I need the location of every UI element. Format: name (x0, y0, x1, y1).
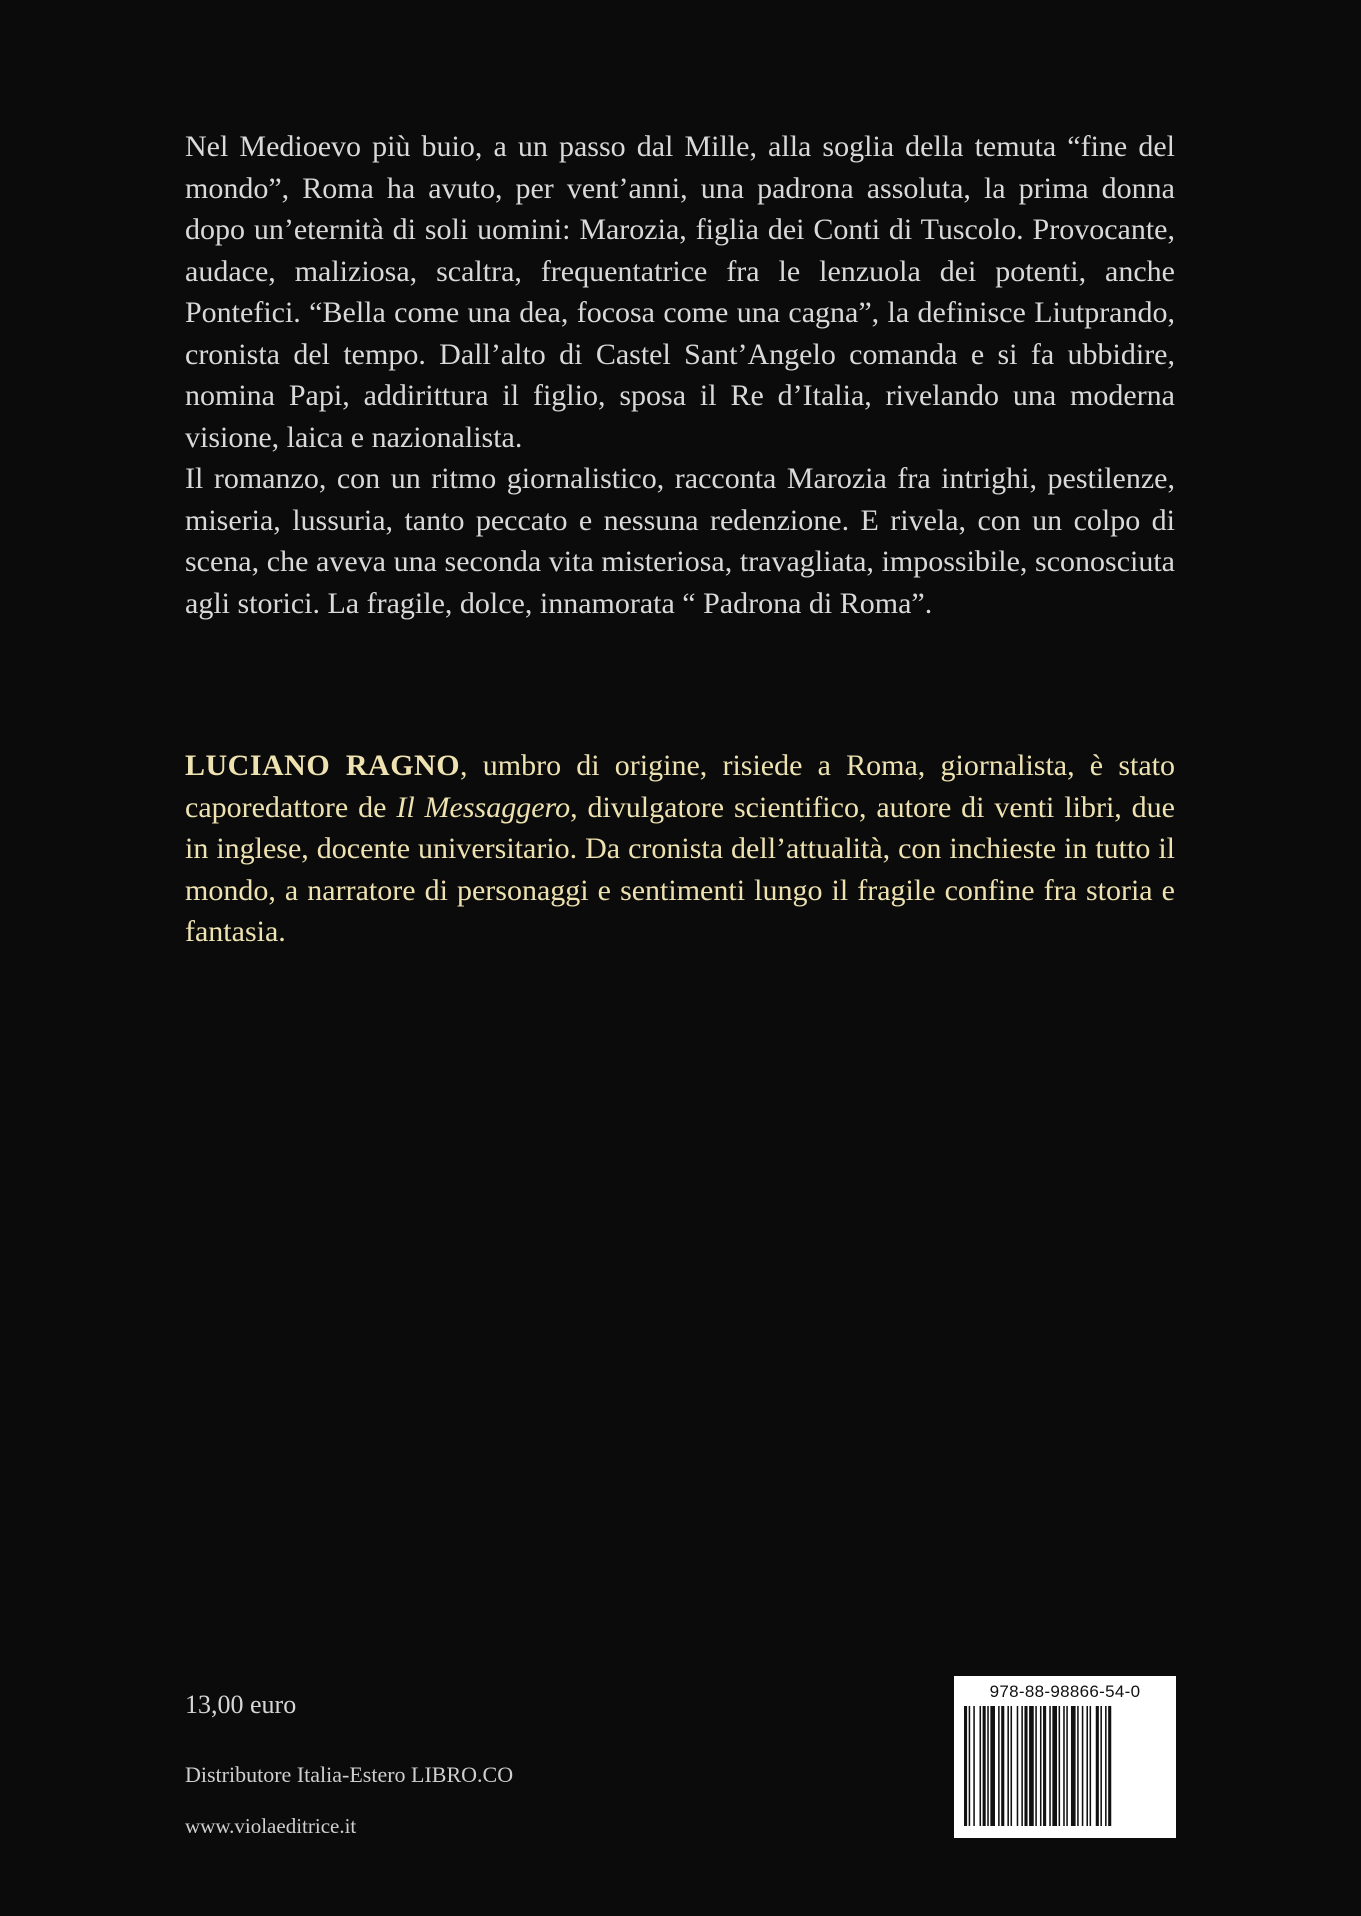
barcode-bar (1082, 1706, 1084, 1826)
barcode-bar (1071, 1706, 1076, 1826)
barcode-bar (980, 1706, 982, 1826)
barcode-bar (1108, 1706, 1111, 1826)
barcode-bar (1017, 1706, 1019, 1826)
barcode-bar (1100, 1706, 1102, 1826)
isbn-barcode (954, 1676, 1176, 1838)
barcode-bar (1063, 1706, 1065, 1826)
barcode-bar (1052, 1706, 1057, 1826)
barcode-bar (1090, 1706, 1092, 1826)
barcode-bar (987, 1706, 989, 1826)
barcode-bar (1011, 1706, 1013, 1826)
bio-text-part-1: , umbro di origine, risiede a Roma, giornalista, è stato caporedattore de (185, 749, 1175, 824)
barcode-bar (969, 1706, 971, 1826)
author-bio (185, 745, 1175, 953)
bio-text-part-2: , divulgatore scientifico, autore di venti libri, due in inglese, docente universitario. Da cronista dell’attualità, con inchieste in tutto il mondo, a narratore di personaggi e sentimenti lungo il fragile confine fra storia e fantasia. (185, 790, 1175, 948)
isbn-number: 978-88-98866-54-0 (989, 1682, 1141, 1701)
barcode-bar (1001, 1706, 1004, 1826)
barcode-bar (1035, 1706, 1037, 1826)
barcode-bar (1059, 1706, 1061, 1826)
barcode-bar (1086, 1706, 1088, 1826)
synopsis-paragraph-2: Il romanzo, con un ritmo giornalistico, racconta Marozia fra intrighi, pestilenze, miseria, lussuria, tanto peccato e nessuna redenzione. E rivela, con un colpo di scena, che aveva una seconda vita misteriosa, travagliata, impossibile, sconosciuta agli storici. La fragile, dolce, innamorata “ Padrona di Roma”. (185, 462, 1175, 620)
barcode-bar (998, 1706, 1000, 1826)
barcode-bar (983, 1706, 986, 1826)
synopsis-blurb (185, 126, 1175, 624)
barcode-bar (973, 1706, 975, 1826)
barcode-bar (990, 1706, 995, 1826)
barcode-bar (1049, 1706, 1051, 1826)
publication-name: Il Messaggero (396, 790, 571, 824)
barcode-bar (1077, 1706, 1079, 1826)
barcode-bar (1021, 1706, 1023, 1826)
barcode-bar (1007, 1706, 1009, 1826)
barcode-bar (1029, 1706, 1034, 1826)
barcode-bars (964, 1706, 1166, 1826)
distributor-label: Distributore Italia-Estero LIBRO.CO (185, 1762, 514, 1787)
price-label: 13,00 euro (185, 1690, 297, 1719)
barcode-bar (1024, 1706, 1027, 1826)
barcode-bar (1040, 1706, 1042, 1826)
author-name: LUCIANO RAGNO (185, 749, 461, 782)
barcode-bar (1066, 1706, 1068, 1826)
website-label: www.violaeditrice.it (185, 1814, 357, 1838)
synopsis-paragraph-1: Nel Medioevo più buio, a un passo dal Mille, alla soglia della temuta “fine del mondo”, Roma ha avuto, per vent’anni, una padrona assoluta, la prima donna dopo un’eternità di soli uomini: Marozia, figlia dei Conti di Tuscolo. Provocante, audace, maliziosa, scaltra, frequentatrice fra le lenzuola dei potenti, anche Pontefici. “Bella come una dea, focosa come una cagna”, la definisce Liutprando, cronista del tempo. Dall’alto di Castel Sant’Angelo comanda e si fa ubbidire, nomina Papi, addirittura il figlio, sposa il Re d’Italia, rivelando una moderna visione, laica e nazionalista. (185, 130, 1175, 454)
barcode-bar (1043, 1706, 1046, 1826)
barcode-bar (1096, 1706, 1099, 1826)
barcode-bar (1105, 1706, 1107, 1826)
barcode-bar (964, 1706, 967, 1826)
